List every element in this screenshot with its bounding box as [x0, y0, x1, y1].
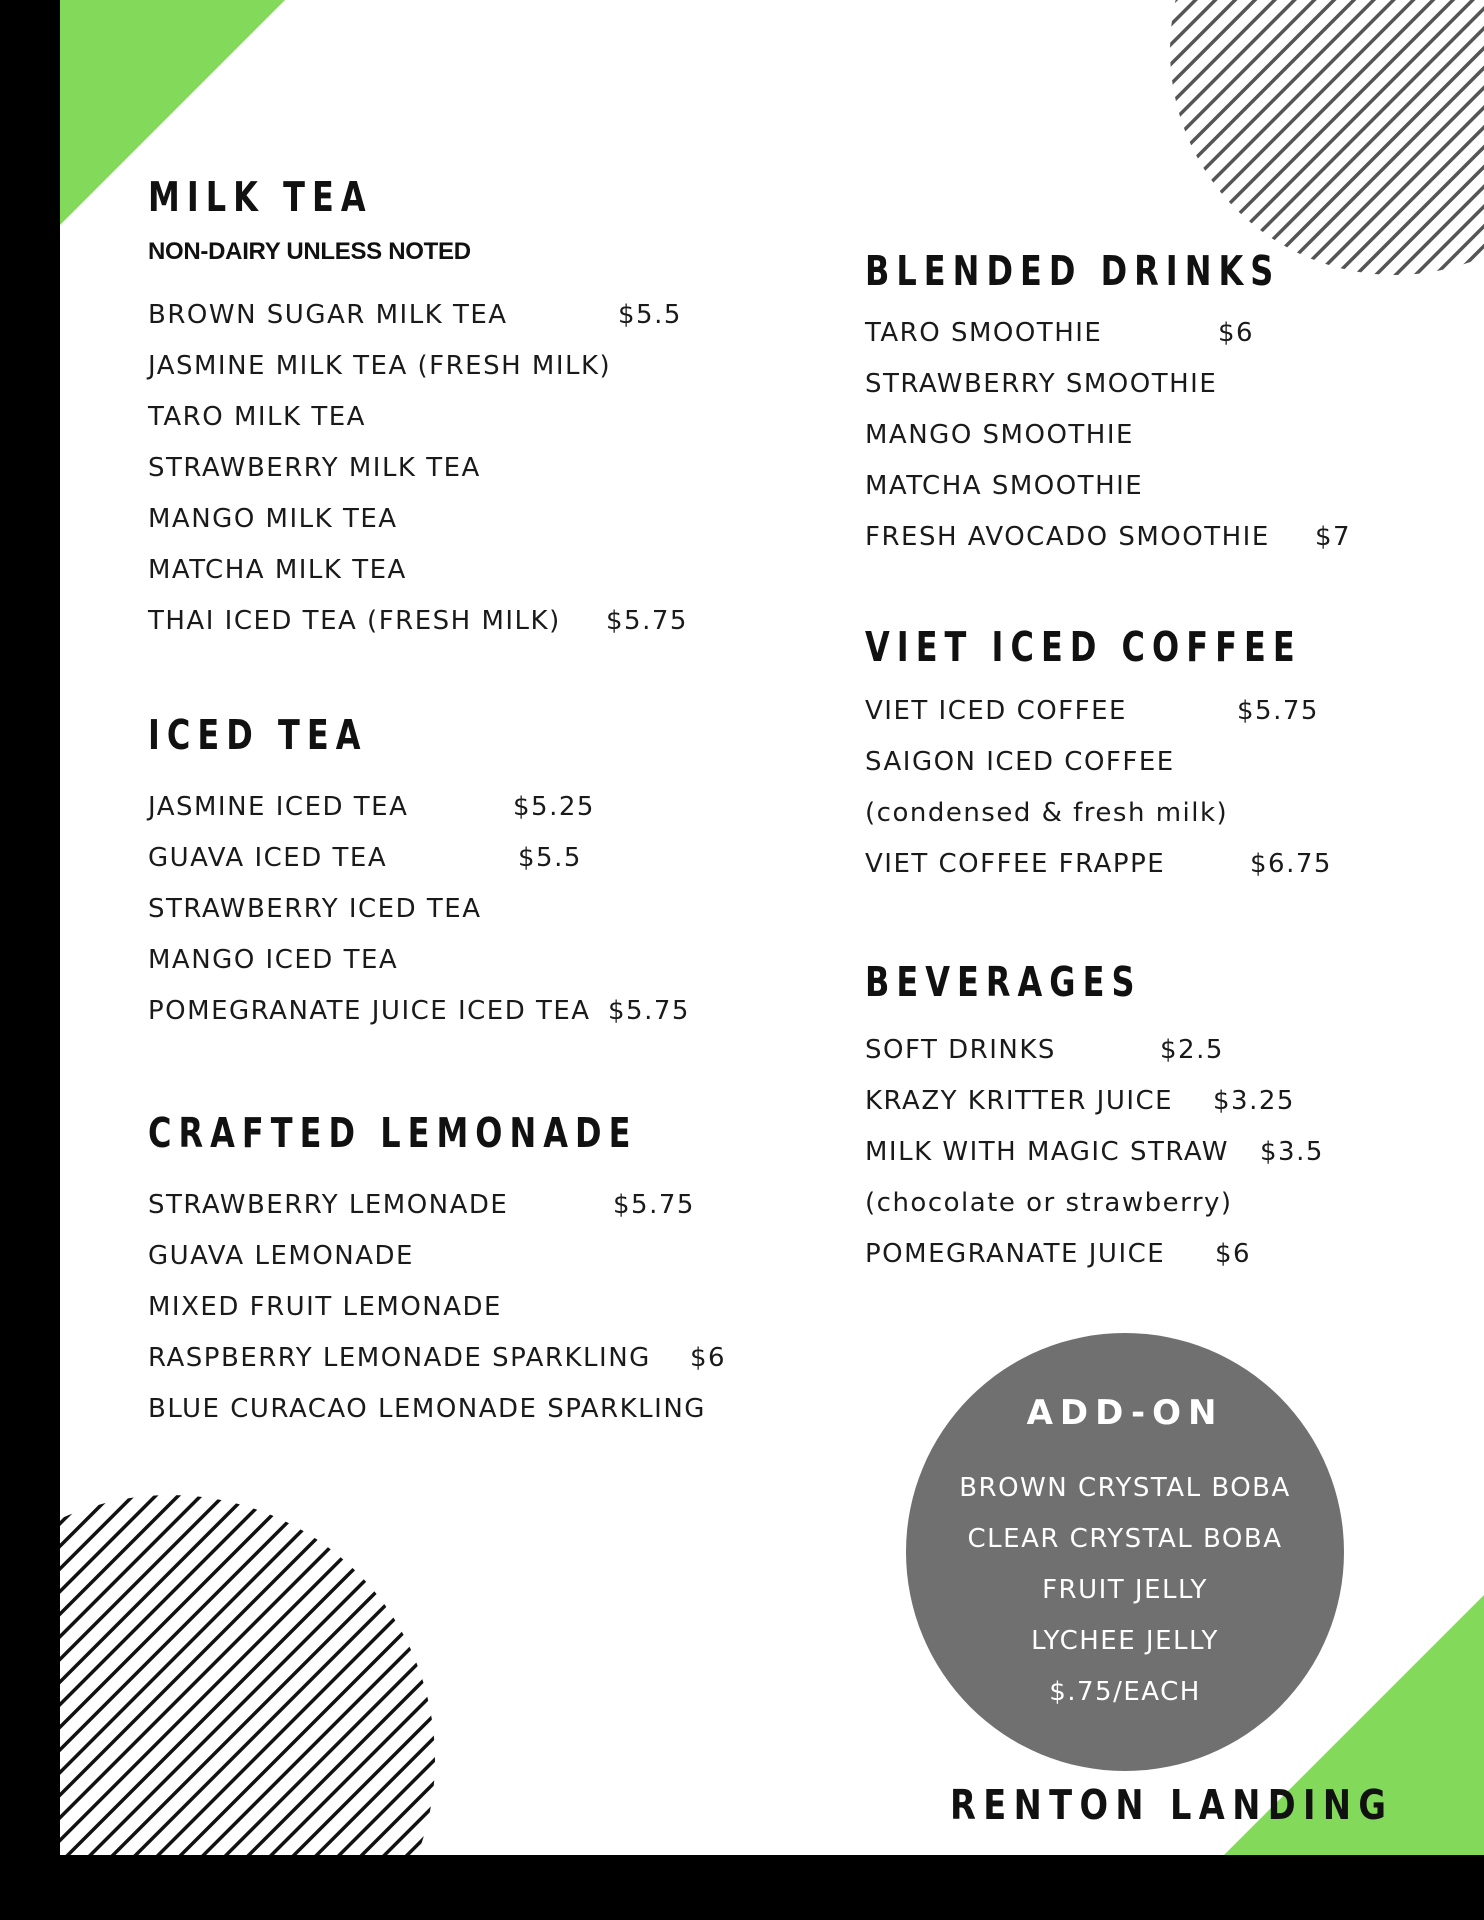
- menu-item: MILK WITH MAGIC STRAW $3.5: [865, 1127, 1425, 1178]
- beverages-heading: BEVERAGES: [865, 958, 1142, 1006]
- item-price: $7: [1315, 522, 1352, 552]
- menu-item: GUAVA LEMONADE: [148, 1241, 414, 1271]
- item-price: $6: [690, 1343, 727, 1373]
- item-price: $5.25: [513, 792, 595, 822]
- menu-item: GUAVA ICED TEA $5.5: [148, 833, 768, 884]
- striped-circle-top-right: [1170, 0, 1484, 275]
- addon-circle: [906, 1333, 1344, 1771]
- iced-tea-heading: ICED TEA: [148, 711, 368, 759]
- milk-tea-note: NON-DAIRY UNLESS NOTED: [148, 238, 471, 265]
- menu-item: (chocolate or strawberry): [865, 1188, 1233, 1218]
- menu-item: THAI ICED TEA (FRESH MILK) $5.75: [148, 596, 768, 647]
- viet-coffee-section: [865, 623, 1425, 890]
- menu-item: KRAZY KRITTER JUICE $3.25: [865, 1076, 1425, 1127]
- menu-item: MIXED FRUIT LEMONADE: [148, 1292, 502, 1322]
- lemonade-heading: CRAFTED LEMONADE: [148, 1109, 638, 1157]
- menu-item: (condensed & fresh milk): [865, 798, 1229, 828]
- addon-item: CLEAR CRYSTAL BOBA: [967, 1524, 1283, 1554]
- item-price: $5.75: [608, 996, 690, 1026]
- menu-item: STRAWBERRY MILK TEA: [148, 453, 481, 483]
- item-price: $5.5: [618, 300, 682, 330]
- viet-coffee-heading: VIET ICED COFFEE: [865, 623, 1302, 671]
- menu-item: MATCHA SMOOTHIE: [865, 471, 1144, 501]
- item-price: $5.5: [518, 843, 582, 873]
- menu-item: MANGO ICED TEA: [148, 945, 399, 975]
- menu-item: RASPBERRY LEMONADE SPARKLING $6: [148, 1333, 788, 1384]
- lemonade-section: [148, 1109, 788, 1435]
- item-price: $3.5: [1260, 1137, 1324, 1167]
- striped-circle-bottom-left: [60, 1495, 435, 1855]
- menu-item: STRAWBERRY SMOOTHIE: [865, 369, 1218, 399]
- location-title: RENTON LANDING: [950, 1781, 1394, 1829]
- blended-section: [865, 247, 1425, 563]
- addon-title: ADD-ON: [1026, 1393, 1224, 1433]
- menu-item: TARO SMOOTHIE $6: [865, 308, 1425, 359]
- addon-list: [906, 1463, 1344, 1718]
- milk-tea-section: [148, 173, 768, 647]
- menu-item: MANGO MILK TEA: [148, 504, 398, 534]
- iced-tea-section: [148, 711, 768, 1037]
- menu-item: STRAWBERRY ICED TEA: [148, 894, 482, 924]
- menu-item: VIET ICED COFFEE $5.75: [865, 686, 1425, 737]
- milk-tea-list: [148, 290, 768, 647]
- beverages-section: [865, 958, 1425, 1280]
- menu-page: [60, 0, 1484, 1855]
- menu-item: FRESH AVOCADO SMOOTHIE $7: [865, 512, 1425, 563]
- milk-tea-heading: MILK TEA: [148, 173, 373, 221]
- item-price: $5.75: [606, 606, 688, 636]
- menu-item: MATCHA MILK TEA: [148, 555, 407, 585]
- lemonade-list: [148, 1180, 788, 1435]
- menu-item: MANGO SMOOTHIE: [865, 420, 1134, 450]
- addon-price: $.75/EACH: [1049, 1677, 1201, 1707]
- menu-item: TARO MILK TEA: [148, 402, 366, 432]
- item-price: $2.5: [1160, 1035, 1224, 1065]
- item-price: $6.75: [1250, 849, 1332, 879]
- addon-item: BROWN CRYSTAL BOBA: [959, 1473, 1291, 1503]
- addon-item: LYCHEE JELLY: [1031, 1626, 1219, 1656]
- iced-tea-list: [148, 782, 768, 1037]
- item-price: $5.75: [613, 1190, 695, 1220]
- item-price: $3.25: [1213, 1086, 1295, 1116]
- menu-item: SOFT DRINKS $2.5: [865, 1025, 1425, 1076]
- blended-list: [865, 308, 1425, 563]
- beverages-list: [865, 1025, 1425, 1280]
- addon-item: FRUIT JELLY: [1042, 1575, 1208, 1605]
- menu-item: STRAWBERRY LEMONADE $5.75: [148, 1180, 788, 1231]
- menu-item: JASMINE MILK TEA (FRESH MILK): [148, 351, 612, 381]
- menu-item: JASMINE ICED TEA $5.25: [148, 782, 768, 833]
- item-price: $6: [1215, 1239, 1252, 1269]
- viet-coffee-list: [865, 686, 1425, 890]
- blended-heading: BLENDED DRINKS: [865, 247, 1281, 295]
- menu-item: BROWN SUGAR MILK TEA $5.5: [148, 290, 768, 341]
- menu-item: VIET COFFEE FRAPPE $6.75: [865, 839, 1425, 890]
- menu-item: BLUE CURACAO LEMONADE SPARKLING: [148, 1394, 706, 1424]
- menu-item: POMEGRANATE JUICE $6: [865, 1229, 1425, 1280]
- menu-item: POMEGRANATE JUICE ICED TEA $5.75: [148, 986, 768, 1037]
- item-price: $5.75: [1237, 696, 1319, 726]
- menu-item: SAIGON ICED COFFEE: [865, 747, 1175, 777]
- item-price: $6: [1218, 318, 1255, 348]
